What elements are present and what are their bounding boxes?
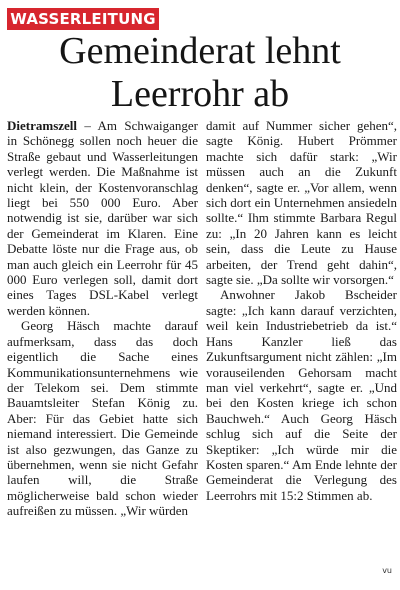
- kicker-label: WASSERLEITUNG: [7, 8, 159, 30]
- dateline: Dietramszell: [7, 118, 78, 133]
- paragraph-4: Anwohner Jakob Bscheider sagte: „Ich kann darauf verzichten, weil kein Industriebetrieb da ist.“ Hans Kanzler ließ das Zukunftsargument nicht zählen: „Im vorauseilenden Gehorsam macht man viel verkehrt“, sagte er. „Und bei den Kosten kriege ich schon Bauchweh.“ Auch Georg Häsch schlug sich auf die Seite der Skeptiker: „Ich würde mir die Kosten sparen.“ Am Ende lehnte der Gemeinderat die Verlegung des Leerrohrs mit 15:2 Stimmen ab.: [206, 287, 397, 503]
- paragraph-2: Georg Häsch machte darauf aufmerksam, dass das doch eigentlich die Sache eines Kommunikationsunternehmens wie der Telekom sei. Dem stimmte Bauamtsleiter Stefan König zu. Aber: Für das Gebiet hatte sich niemand interessiert. Die Gemeinde ist also gezwungen, das Ganze zu übernehmen, wenn sie nicht Gefahr laufen will, die Straße möglicherweise bald schon wieder aufreißen zu müssen. „Wir würden: [7, 318, 198, 519]
- paragraph-1: [7, 118, 198, 318]
- paragraph-3: damit auf Nummer sicher gehen“, sagte König. Hubert Prömmer machte sich dafür stark: „Wir müssen auch an die Zukunft denken“, sagte er. „Vor allem, wenn sich dort ein Unternehmen ansiedeln sollte.“ Ihm stimmte Barbara Regul zu: „In 20 Jahren kann es leicht sein, dass die Leute zu Hause arbeiten, der Trend geht dahin“, sagte sie. „Da sollte wir vorsorgen.“: [206, 118, 397, 288]
- headline-line-2: Leerrohr ab: [110, 73, 290, 115]
- author-initials: vu: [382, 566, 392, 575]
- article-column-left: [7, 118, 198, 519]
- headline: [0, 30, 400, 116]
- paragraph-1-text: – Am Schwaiganger in Schönegg sollen noch heuer die Straße gebaut und Wasserleitungen verlegt werden. Die Maßnahme ist nicht klein, der Kostenvoranschlag liegt bei 550 000 Euro. Aber notwendig ist sie, darüber war sich der Gemeinderat im Klaren. Eine Debatte löste nur die Frage aus, ob man auch gleich ein Leerrohr für 45 000 Euro verlegen soll, damit dort eines Tages DSL-Kabel verlegt werden können.: [7, 118, 198, 318]
- article-column-right: [206, 118, 397, 503]
- headline-line-1: Gemeinderat lehnt: [59, 30, 341, 72]
